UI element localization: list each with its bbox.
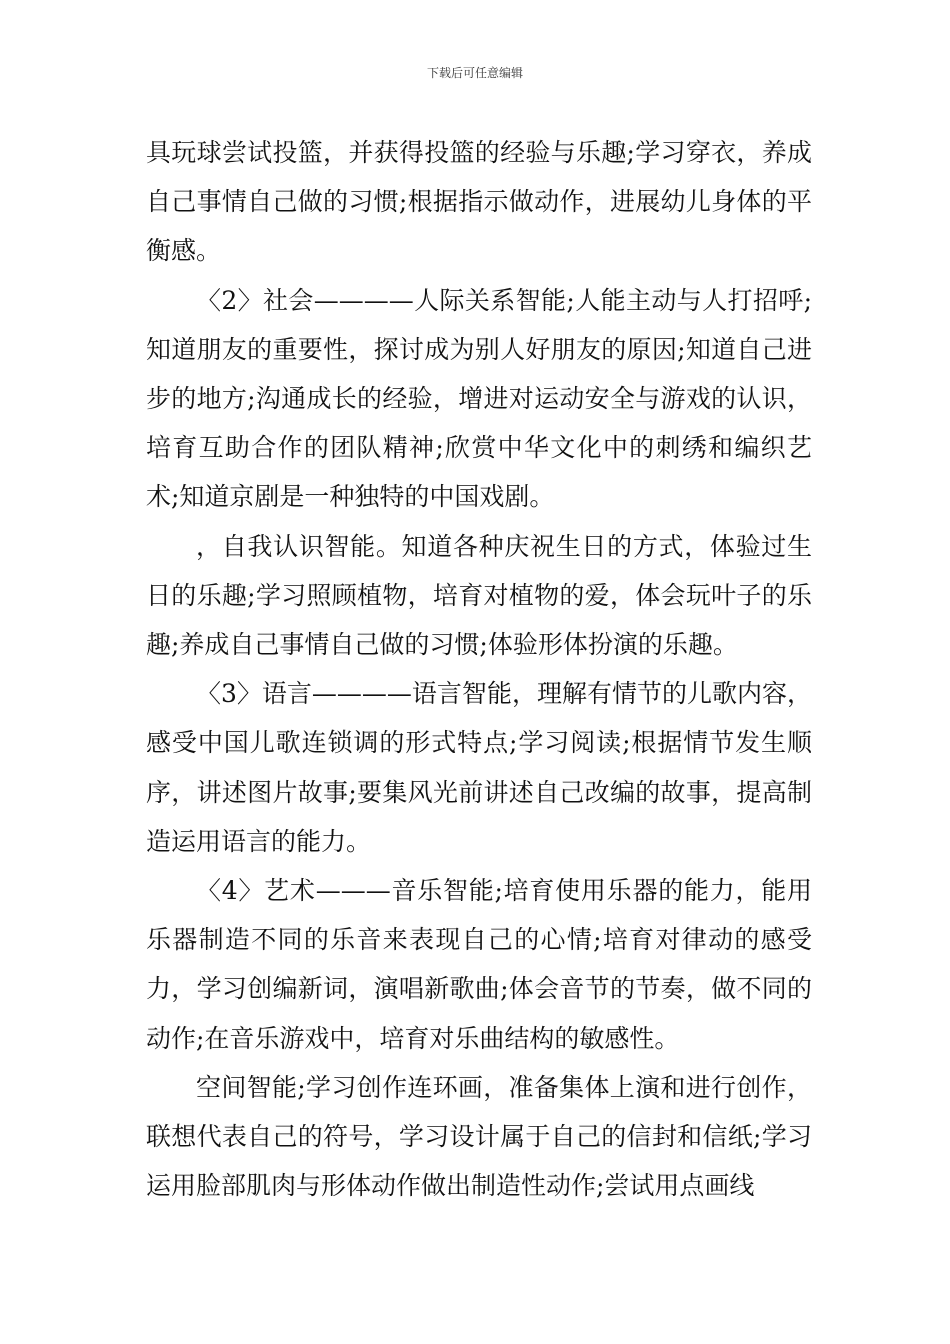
paragraph-spatial: 空间智能;学习创作连环画，准备集体上演和进行创作，联想代表自己的符号，学习设计属于自己的信封和信纸;学习运用脸部肌肉与形体动作做出制造性动作;尝试用点画线 <box>146 1072 812 1201</box>
paragraph-language: 〈3〉语言————语言智能，理解有情节的儿歌内容，感受中国儿歌连锁调的形式特点;学习阅读;根据情节发生顺序，讲述图片故事;要集风光前讲述自己改编的故事，提高制造运用语言的能力。 <box>146 679 812 856</box>
header-note: 下载后可任意编辑 <box>426 66 523 80</box>
paragraph-motor-continued: 具玩球尝试投篮，并获得投篮的经验与乐趣;学习穿衣，养成自己事情自己做的习惯;根据指示做动作，进展幼儿身体的平衡感。 <box>146 138 812 266</box>
paragraph-self-awareness: ，自我认识智能。知道各种庆祝生日的方式，体验过生日的乐趣;学习照顾植物，培育对植物的爱，体会玩叶子的乐趣;养成自己事情自己做的习惯;体验形体扮演的乐趣。 <box>146 531 812 660</box>
paragraph-art-music: 〈4〉艺术———音乐智能;培育使用乐器的能力，能用乐器制造不同的乐音来表现自己的心情;培育对律动的感受力，学习创编新词，演唱新歌曲;体会音节的节奏，做不同的动作;在音乐游戏中，培育对乐曲结构的敏感性。 <box>146 876 812 1053</box>
paragraph-social: 〈2〉社会————人际关系智能;人能主动与人打招呼;知道朋友的重要性，探讨成为别人好朋友的原因;知道自己进步的地方;沟通成长的经验，增进对运动安全与游戏的认识，培育互助合作的团队精神;欣赏中华文化中的刺绣和编织艺术;知道京剧是一种独特的中国戏剧。 <box>146 285 812 512</box>
body-text <box>146 128 812 1210</box>
